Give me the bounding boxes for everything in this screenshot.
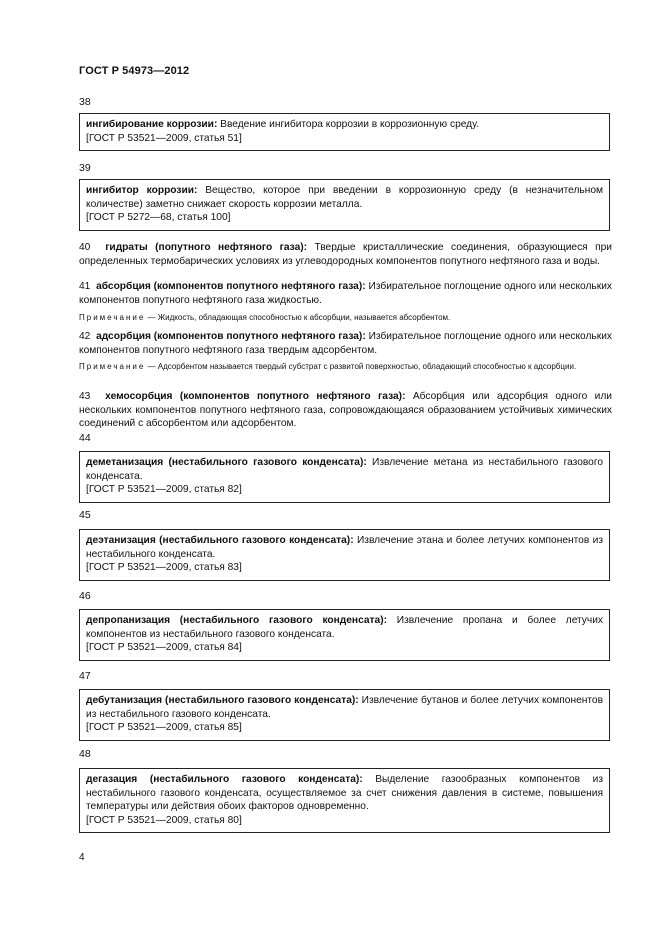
- term-name: депропанизация (нестабильного газового конденсата):: [86, 615, 387, 626]
- term-paragraph: [79, 241, 612, 268]
- term-name: деэтанизация (нестабильного газового конденсата):: [86, 535, 354, 546]
- term-name: дегазация (нестабильного газового конденсата):: [86, 774, 363, 785]
- entry-number: 47: [79, 670, 91, 682]
- term-name: ингибитор коррозии:: [86, 185, 198, 196]
- term-name: абсорбция (компонентов попутного нефтяного газа):: [96, 281, 366, 292]
- entry-number: 45: [79, 509, 91, 521]
- note-text: — Жидкость, обладающая способностью к абсорбции, называется абсорбентом.: [145, 313, 451, 322]
- term-name: хемосорбция (компонентов попутного нефтяного газа):: [105, 391, 406, 402]
- term-box: [79, 609, 610, 661]
- term-definition: Извлечение метана из нестабильного газового конденсата.: [86, 457, 603, 482]
- term-box: [79, 529, 610, 581]
- note-text: — Адсорбентом называется твердый субстрат с развитой поверхностью, обладающий способностью к адсорбции.: [145, 362, 577, 371]
- term-name: адсорбция (компонентов попутного нефтяного газа):: [96, 331, 366, 342]
- entry-number: 40: [79, 242, 91, 253]
- term-box: [79, 689, 610, 741]
- note: [79, 312, 612, 324]
- note: [79, 361, 612, 373]
- term-box: [79, 179, 610, 231]
- entry-number: 39: [79, 162, 91, 174]
- term-reference: [ГОСТ Р 53521—2009, статья 51]: [86, 132, 242, 144]
- term-reference: [ГОСТ Р 53521—2009, статья 82]: [86, 484, 242, 495]
- term-paragraph: [79, 280, 612, 307]
- term-definition: Избирательное поглощение одного или нескольких компонентов попутного нефтяного газа жидкостью.: [79, 281, 612, 306]
- term-name: деметанизация (нестабильного газового конденсата):: [86, 457, 367, 468]
- entry-number: 44: [79, 432, 91, 444]
- page-number: 4: [79, 852, 85, 863]
- term-reference: [ГОСТ Р 53521—2009, статья 83]: [86, 562, 242, 573]
- term-paragraph: [79, 390, 612, 431]
- document-header: ГОСТ Р 54973—2012: [79, 65, 190, 77]
- term-box: [79, 451, 610, 503]
- entry-number: 43: [79, 391, 91, 402]
- term-definition: Введение ингибитора коррозии в коррозионную среду.: [217, 119, 480, 130]
- note-label: Примечание: [79, 313, 146, 322]
- term-definition: Вещество, которое при введении в коррозионную среду (в незначительном количестве) заметно снижает скорость коррозии металла.: [86, 185, 603, 210]
- term-reference: [ГОСТ Р 53521—2009, статья 84]: [86, 642, 242, 653]
- entry-number: 41: [79, 281, 91, 292]
- entry-number: 38: [79, 96, 91, 108]
- term-box: [79, 113, 610, 151]
- term-definition: Избирательное поглощение одного или нескольких компонентов попутного нефтяного газа твердым адсорбентом.: [79, 331, 612, 356]
- term-reference: [ГОСТ Р 5272—68, статья 100]: [86, 212, 231, 223]
- term-paragraph: [79, 330, 612, 357]
- term-reference: [ГОСТ Р 53521—2009, статья 85]: [86, 722, 242, 733]
- term-reference: [ГОСТ Р 53521—2009, статья 80]: [86, 814, 242, 826]
- term-definition: Извлечение бутанов и более летучих компонентов из нестабильного газового конденсата.: [86, 695, 603, 720]
- term-name: ингибирование коррозии:: [86, 119, 218, 130]
- term-box: [79, 768, 610, 833]
- entry-number: 46: [79, 590, 91, 602]
- term-definition: Извлечение этана и более летучих компонентов из нестабильного конденсата.: [86, 535, 603, 560]
- entry-number: 48: [79, 748, 91, 760]
- term-definition: Абсорбция или адсорбция одного или нескольких компонентов попутного нефтяного газа, сопровождающаяся образованием устойчивых химических соединений с абсорбентом или адсорбентом.: [79, 391, 612, 429]
- note-label: Примечание: [79, 362, 146, 371]
- entry-number: 42: [79, 331, 91, 342]
- term-definition: Выделение газообразных компонентов из нестабильного газового конденсата, осуществляемое за счет снижения давления в системе, повышения температуры или действия обоих факторов одновременно.: [86, 774, 603, 812]
- term-definition: Твердые кристаллические соединения, образующиеся при определенных термобарических условиях из углеводородных компонентов попутного нефтяного газа и воды.: [79, 242, 612, 267]
- term-definition: Извлечение пропана и более летучих компонентов из нестабильного газового конденсата.: [86, 615, 603, 640]
- term-name: гидраты (попутного нефтяного газа):: [105, 242, 308, 253]
- term-name: дебутанизация (нестабильного газового конденсата):: [86, 695, 359, 706]
